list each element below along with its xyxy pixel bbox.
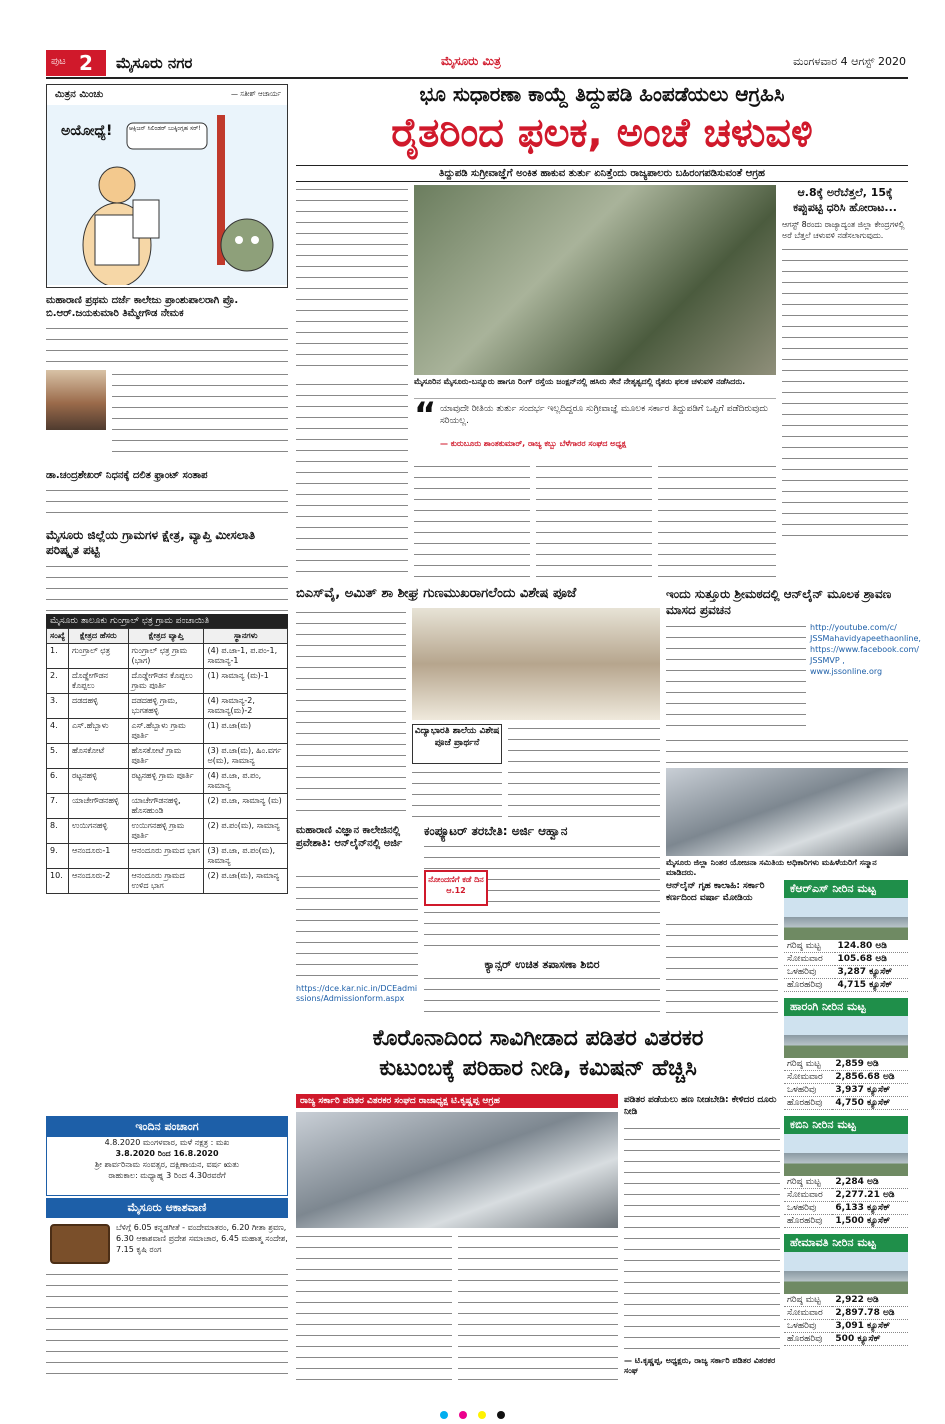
dam-metric-label: ಗರಿಷ್ಠ ಮಟ್ಟ (784, 1176, 832, 1189)
table-cell: ದಡದಹಳ್ಳಿ (69, 694, 129, 719)
side-body (782, 245, 908, 545)
online-photo-caption: ಮೈಸೂರು ಜಿಲ್ಲಾ ನಿಂತರ ಯೋಜನಾ ಸಮಿತಿಯ ಅಧಿಕಾರಿಗಳು ಮಹಿಳೆಯರಿಗೆ ಸನ್ಮಾನ ಮಾಡಿದರು. (666, 858, 877, 877)
dam-metric-value: 124.80 ಅಡಿ (835, 940, 909, 953)
dam-level-table (784, 1294, 908, 1346)
principal-story (46, 294, 288, 524)
cancer-camp-headline: ಕ್ಯಾನ್ಸರ್ ಉಚಿತ ತಪಾಸಣಾ ಶಿಬಿರ (484, 958, 600, 971)
table-cell: 9. (47, 844, 69, 869)
dam-metric-label: ಹೊರಹರಿವು (784, 1097, 832, 1110)
dam-metric-label: ಗರಿಷ್ಠ ಮಟ್ಟ (784, 1294, 832, 1307)
covid-photo (296, 1112, 618, 1228)
page-label: ಪುಟ (51, 56, 66, 67)
dam-metric-value: 2,897.78 ಅಡಿ (832, 1307, 908, 1320)
table-row (784, 966, 908, 979)
table-row (47, 869, 288, 894)
side-headline: ಆ.8ಕ್ಕೆ ಅರೆಬೆತ್ತಲೆ, 15ಕ್ಕೆ ಕಪ್ಪುಪಟ್ಟಿ ಧರಿಸಿ ಹೋರಾಟ... (793, 186, 897, 214)
table-row (784, 953, 908, 966)
computer-deadline-badge: ನೋಂದಣಿಗೆ ಕಡೆ ದಿನ ಆ.12 (424, 870, 488, 906)
covid-side-body (624, 1124, 780, 1354)
dam-metric-label: ಸೋಮವಾರ (784, 1189, 832, 1202)
main-photo-caption: ಮೈಸೂರಿನ ಮೈಸೂರು-ಬನ್ನೂರು ಹಾಗೂ ರಿಂಗ್ ರಸ್ತೆಯ ಜಂಕ್ಷನ್‌ನಲ್ಲಿ ಹಸಿರು ಸೇನೆ ನೇತೃತ್ವದಲ್ಲಿ ರೈತರು ಫಲಕ ಚಳುವಳಿ ನಡೆಸಿದರು. (414, 377, 746, 386)
table-cell: 10. (47, 869, 69, 894)
table-row (784, 1189, 908, 1202)
main-col-3 (414, 462, 530, 580)
village-headline: ಮೈಸೂರು ಜಿಲ್ಲೆಯ ಗ್ರಾಮಗಳ ಕ್ಷೇತ್ರ, ವ್ಯಾಪ್ತಿ ಮೀಸಲಾತಿ ಪರಿಷ್ಕೃತ ಪಟ್ಟಿ (46, 528, 256, 557)
online-headline: ಇಂದು ಸುತ್ತೂರು ಶ್ರೀಮಠದಲ್ಲಿ ಆನ್‌ಲೈನ್ ಮೂಲಕ ಶ್ರಾವಣ ಮಾಸದ ಪ್ರವಚನ (666, 587, 892, 617)
online-link-1[interactable]: http://youtube.com/c/ (810, 623, 897, 632)
dam-metric-value: 2,859 ಅಡಿ (832, 1058, 908, 1071)
col-area: ಕ್ಷೇತ್ರದ ವ್ಯಾಪ್ತಿ (128, 629, 204, 644)
table-cell: 8. (47, 819, 69, 844)
table-cell: 3. (47, 694, 69, 719)
table-row (784, 1202, 908, 1215)
dam-metric-label: ಒಳಹರಿವು (784, 1202, 832, 1215)
table-cell: ಯಾಚೇಗೌಡನಹಳ್ಳಿ, ಹೊಸಹುಂಡಿ (128, 794, 204, 819)
radio-title: ಮೈಸೂರು ಆಕಾಶವಾಣಿ (46, 1198, 288, 1218)
table-row (784, 979, 908, 992)
quote-mark: “ (414, 395, 437, 435)
table-cell: (2) ಪ.ಪಂ(ಮ), ಸಾಮಾನ್ಯ (204, 819, 288, 844)
computer-headline: ಕಂಪ್ಯೂಟರ್ ತರಬೇತಿ: ಅರ್ಜಿ ಆಹ್ವಾನ (424, 824, 568, 838)
bjp-photo (412, 608, 660, 720)
table-cell: ಗುಂಗ್ರಾಲ್ ಛತ್ರ (69, 644, 129, 669)
principal-headline: ಮಹಾರಾಣಿ ಪ್ರಥಮ ದರ್ಜೆ ಕಾಲೇಜು ಪ್ರಾಂಶುಪಾಲರಾಗಿ ಪ್ರೊ. ಬಿ.ಆರ್.ಜಯಕುಮಾರಿ ತಿಮ್ಮೇಗೌಡ ನೇಮಕ (46, 295, 239, 319)
table-row (784, 1215, 908, 1228)
principal-body (46, 324, 288, 370)
table-cell: (2) ಪ.ಜಾ(ಮ), ಸಾಮಾನ್ಯ (204, 869, 288, 894)
table-row (784, 1084, 908, 1097)
side-lead: ಆಗಸ್ಟ್ 8ರಂದು ರಾಜ್ಯಾದ್ಯಂತ ಜಿಲ್ಲಾ ಕೇಂದ್ರಗಳಲ್ಲಿ ಅರೆ ಬೆತ್ತಲೆ ಚಳುವಳಿ ನಡೆಸಲಾಗುವುದು. (782, 220, 905, 240)
table-cell: ಆನಂದೂರು-2 (69, 869, 129, 894)
table-cell: ದಡದಹಳ್ಳಿ ಗ್ರಾಮ, ಭುಗತಹಳ್ಳಿ (128, 694, 204, 719)
side-story (782, 185, 908, 580)
bjp-sub-box (412, 724, 502, 764)
pull-quote (414, 395, 776, 456)
online-links (810, 622, 921, 722)
bjp-sub: ವಿದ್ಯಾಭಾರತಿ ಶಾಲೆಯ ವಿಶೇಷ ಪೂಜೆ ಪ್ರಾರ್ಥನೆ (414, 726, 500, 748)
dam-box (784, 1234, 908, 1346)
covid-col-1 (296, 1232, 452, 1382)
table-cell: ಎಸ್.ಹೆಬ್ಬಾಳು (69, 719, 129, 744)
main-col-5 (658, 462, 776, 580)
online-body (666, 622, 806, 732)
dam-title: ಹಾರಂಗಿ ನೀರಿನ ಮಟ್ಟ (784, 998, 908, 1016)
dam-metric-value: 105.68 ಅಡಿ (835, 953, 909, 966)
village-intro (46, 562, 288, 612)
college-body (296, 872, 418, 982)
college-url[interactable]: https://dce.kar.nic.in/DCEadmissions/Admissionform.aspx (296, 984, 418, 1003)
dam-level-table (784, 1058, 908, 1110)
dam-title: ಕೆಆರ್‌ಎಸ್ ನೀರಿನ ಮಟ್ಟ (784, 880, 908, 898)
section-title: ಮೈಸೂರು ನಗರ (116, 54, 193, 72)
dam-title: ಹೇಮಾವತಿ ನೀರಿನ ಮಟ್ಟ (784, 1234, 908, 1252)
dam-metric-label: ಹೊರಹರಿವು (784, 1215, 832, 1228)
table-row (47, 644, 288, 669)
page-header (46, 50, 908, 76)
village-table-title: ಮೈಸೂರು ತಾಲೂಕು ಗುಂಗ್ರಾಲ್ ಛತ್ರ ಗ್ರಾಮ ಪಂಚಾಯಿತಿ (46, 614, 288, 628)
dam-box (784, 1116, 908, 1228)
bjp-col-2 (412, 768, 502, 818)
reg-dot-black (497, 1411, 505, 1419)
online-link-2[interactable]: JSSMahavidyapeethaonline, (810, 634, 921, 643)
dam-metric-value: 6,133 ಕ್ಯೂಸೆಕ್ (832, 1202, 908, 1215)
table-cell: ಹೊಸಕೋಟೆ ಗ್ರಾಮ ಪೂರ್ತಿ (128, 744, 204, 769)
table-cell: ರಟ್ಟನಹಳ್ಳಿ (69, 769, 129, 794)
table-row (784, 1176, 908, 1189)
panchanga-line1: 4.8.2020 ಮಂಗಳವಾರ, ಮಳೆ ನಕ್ಷತ್ರ : ಮಖ (104, 1138, 230, 1147)
dam-metric-value: 3,091 ಕ್ಯೂಸೆಕ್ (832, 1320, 908, 1333)
table-cell: 4. (47, 719, 69, 744)
principal-subhead: ಡಾ.ಚಂದ್ರಶೇಖರ್ ನಿಧನಕ್ಕೆ ದಲಿತ ಫ್ರಾಂಟ್ ಸಂತಾಪ (46, 470, 208, 481)
table-cell: (2) ಪ.ಜಾ, ಸಾಮಾನ್ಯ (ಮ) (204, 794, 288, 819)
table-row (47, 694, 288, 719)
dam-title: ಕಬಿನಿ ನೀರಿನ ಮಟ್ಟ (784, 1116, 908, 1134)
table-cell: ಆನಂದೂರು ಗ್ರಾಮದ ಭಾಗ (128, 844, 204, 869)
principal-photo (46, 370, 106, 430)
dam-metric-value: 2,856.68 ಅಡಿ (832, 1071, 908, 1084)
cartoon-shout: ಅಯೋಧ್ಯೆ! (61, 123, 113, 139)
principal-body-3 (46, 486, 288, 522)
main-photo (414, 185, 776, 375)
panchanga-box (46, 1116, 288, 1196)
panchanga-line3: ಶ್ರೀ ಶಾರ್ವರಿನಾಮ ಸಂವತ್ಸರ, ದಕ್ಷಿಣಾಯನ, ವರ್ಷ ಋತು (94, 1160, 240, 1169)
table-cell: ಗುಂಗ್ರಾಲ್ ಛತ್ರ ಗ್ರಾಮ (ಭಾಗ) (128, 644, 204, 669)
table-row (784, 940, 908, 953)
radio-schedule: ಬೆಳಿಗ್ಗೆ 6.05 ಕನ್ನಡಗೀತೆ - ವಂದೇಮಾತರಂ, 6.20 ಗೀತಾ ಶ್ರವಣ, 6.30 ಆಕಾಶವಾಣಿ ಪ್ರದೇಶ ಸಮಾಚಾರ, 6.45 ಮಹಾತ್ಮ ಸಂದೇಶ, 7.15 ಕೃಷಿ ರಂಗ (116, 1223, 288, 1254)
table-cell: 5. (47, 744, 69, 769)
covid-strap: ರಾಜ್ಯ ಸರ್ಕಾರಿ ಪಡಿತರ ವಿತರಕರ ಸಂಘದ ರಾಜಾಧ್ಯಕ್ಷ ಟಿ.ಕೃಷ್ಣಪ್ಪ ಆಗ್ರಹ (296, 1094, 618, 1108)
online-link-3[interactable]: https://www.facebook.com/ (810, 645, 919, 654)
dam-metric-label: ಸೋಮವಾರ (784, 953, 835, 966)
dam-metric-label: ಸೋಮವಾರ (784, 1071, 832, 1084)
dam-metric-label: ಹೊರಹರಿವು (784, 979, 835, 992)
dam-metric-value: 2,277.21 ಅಡಿ (832, 1189, 908, 1202)
table-row (784, 1307, 908, 1320)
table-cell: (4) ಸಾಮಾನ್ಯ-2, ಸಾಮಾನ್ಯ(ಮ)-2 (204, 694, 288, 719)
radio-box (46, 1198, 288, 1384)
dam-photo (784, 898, 908, 940)
table-cell: 1. (47, 644, 69, 669)
table-row (784, 1097, 908, 1110)
village-table (46, 628, 288, 894)
radio-icon (50, 1224, 110, 1264)
dam-metric-label: ಸೋಮವಾರ (784, 1307, 832, 1320)
dam-photo (784, 1252, 908, 1294)
table-cell: 7. (47, 794, 69, 819)
principal-body-2 (112, 370, 288, 462)
cancer-camp-body (424, 974, 660, 1018)
col-number: ಸಂಖ್ಯೆ (47, 629, 69, 644)
dam-metric-label: ಒಳಹರಿವು (784, 1320, 832, 1333)
table-cell: ಉಯಿಗನಹಳ್ಳಿ (69, 819, 129, 844)
table-row (784, 1058, 908, 1071)
main-headline: ರೈತರಿಂದ ಫಲಕ, ಅಂಚೆ ಚಳುವಳಿ (391, 110, 813, 156)
bjp-headline: ಬಿಎಸ್‌ವೈ, ಅಮಿತ್ ಶಾ ಶೀಘ್ರ ಗುಣಮುಖರಾಗಲೆಂದು ವಿಶೇಷ ಪೂಜೆ (296, 586, 577, 601)
village-story (46, 528, 288, 890)
main-col-1 (296, 185, 408, 375)
table-cell: (1) ಪ.ಜಾ(ಮ) (204, 719, 288, 744)
college-headline: ಮಹಾರಾಣಿ ವಿಜ್ಞಾನ ಕಾಲೇಜಿನಲ್ಲಿ ಪ್ರವೇಶಾತಿ: ಆನ್‌ಲೈನ್‌ನಲ್ಲಿ ಅರ್ಜಿ (296, 825, 403, 849)
dam-metric-label: ಹೊರಹರಿವು (784, 1333, 832, 1346)
table-cell: ಆನಂದೂರು-1 (69, 844, 129, 869)
cartoon-box (46, 84, 288, 288)
table-row (47, 769, 288, 794)
table-row (47, 819, 288, 844)
exam-headline: ಆನ್‌ಲೈನ್ ಗೃಹ ಕಾಲಾಹಿ: ಸರ್ಕಾರಿ ಕರ್ಣದಿಂದ ವರ್ಷಾ ಮೋಡಿಯ (666, 881, 765, 903)
pull-quote-text: ಯಾವುದೇ ರೀತಿಯ ತುರ್ತು ಸಂದರ್ಭ ಇಲ್ಲದಿದ್ದರೂ ಸುಗ್ರೀವಾಜ್ಞೆ ಮೂಲಕ ಸರ್ಕಾರ ತಿದ್ದುಪಡಿಗೆ ಒಪ್ಪಿಗೆ ಪಡೆದಿರುವುದು ಸರಿಯಲ್ಲ. (440, 404, 769, 426)
table-row (47, 794, 288, 819)
issue-date: ಮಂಗಳವಾರ 4 ಆಗಸ್ಟ್ 2020 (793, 55, 906, 68)
page-number-badge (46, 50, 106, 76)
panchanga-line4: ರಾಹುಕಾಲ: ಮಧ್ಯಾಹ್ನ 3 ರಿಂದ 4.30ರವರೆಗೆ (108, 1171, 226, 1180)
table-row (47, 744, 288, 769)
table-cell: ಹೊಸಕೋಟೆ (69, 744, 129, 769)
table-row (784, 1071, 908, 1084)
table-cell: ಎಸ್.ಹೆಬ್ಬಾಳು ಗ್ರಾಮ ಪೂರ್ತಿ (128, 719, 204, 744)
main-col-2 (296, 380, 408, 580)
page-number: 2 (79, 51, 93, 75)
masthead-logo: ಮೈಸೂರು ಮಿತ್ರ (441, 54, 501, 68)
table-cell: 6. (47, 769, 69, 794)
table-row (784, 1320, 908, 1333)
dam-photo (784, 1134, 908, 1176)
online-body-2 (666, 736, 908, 764)
panchanga-line2: 3.8.2020 ರಿಂದ 16.8.2020 (115, 1149, 219, 1158)
main-kicker: ಭೂ ಸುಧಾರಣಾ ಕಾಯ್ದೆ ತಿದ್ದುಪಡಿ ಹಿಂಪಡೆಯಲು ಆಗ್ರಹಿಸಿ (419, 82, 785, 106)
dam-level-table (784, 1176, 908, 1228)
table-cell: (4) ಪ.ಜಾ-1, ಪ.ಪಂ-1, ಸಾಮಾನ್ಯ-1 (204, 644, 288, 669)
online-photo (666, 768, 908, 856)
dam-metric-value: 500 ಕ್ಯೂಸೆಕ್ (832, 1333, 908, 1346)
table-cell: 2. (47, 669, 69, 694)
table-cell: ಯಾಚೇಗೌಡನಹಳ್ಳಿ (69, 794, 129, 819)
dam-column (784, 880, 908, 1384)
table-cell: (3) ಪ.ಜಾ(ಮ), ಹಿಂ.ವರ್ಗ ಅ(ಮ), ಸಾಮಾನ್ಯ (204, 744, 288, 769)
header-rule (46, 77, 908, 79)
dam-level-table (784, 940, 908, 992)
reg-dot-cyan (440, 1411, 448, 1419)
table-cell: ದೊಡ್ಡೇಗೌಡನ ಕೊಪ್ಪಲು (69, 669, 129, 694)
dam-box (784, 998, 908, 1110)
reg-dot-yellow (478, 1411, 486, 1419)
table-row (47, 669, 288, 694)
bjp-col-1 (296, 608, 406, 818)
table-row (784, 1333, 908, 1346)
dam-box (784, 880, 908, 992)
covid-headline-2: ಕುಟುಂಬಕ್ಕೆ ಪರಿಹಾರ ನೀಡಿ, ಕಮಿಷನ್ ಹೆಚ್ಚಿಸಿ (379, 1056, 697, 1081)
dam-metric-value: 3,287 ಕ್ಯೂಸೆಕ್ (835, 966, 909, 979)
table-cell: ಉಯಿಗನಹಳ್ಳಿ ಗ್ರಾಮ ಪೂರ್ತಿ (128, 819, 204, 844)
dam-metric-value: 1,500 ಕ್ಯೂಸೆಕ್ (832, 1215, 908, 1228)
covid-side-head: ಪಡಿತರ ಪಡೆಯಲು ಹಣ ನೀಡಬೇಡಿ: ಕೇಳಿದರ ದೂರು ನೀಡಿ (624, 1095, 777, 1117)
table-row (784, 1294, 908, 1307)
dam-metric-label: ಒಳಹರಿವು (784, 1084, 832, 1097)
table-row (47, 719, 288, 744)
table-cell: (1) ಸಾಮಾನ್ಯ (ಮ)-1 (204, 669, 288, 694)
col-seats: ಸ್ಥಾನಗಳು (204, 629, 288, 644)
main-col-4 (536, 462, 652, 580)
table-row (47, 844, 288, 869)
col-name: ಕ್ಷೇತ್ರದ ಹೆಸರು (69, 629, 129, 644)
covid-headline-1: ಕೊರೊನಾದಿಂದ ಸಾವಿಗೀಡಾದ ಪಡಿತರ ವಿತರಕರ (372, 1026, 704, 1051)
cartoon-title: ಮಿತ್ರನ ಮಿಂಚು (55, 89, 104, 100)
dam-metric-label: ಗರಿಷ್ಠ ಮಟ್ಟ (784, 940, 835, 953)
radio-body (46, 1270, 288, 1380)
reg-dot-magenta (459, 1411, 467, 1419)
pull-quote-author: — ಕುರುಬೂರು ಶಾಂತಕುಮಾರ್, ರಾಜ್ಯ ಕಬ್ಬು ಬೆಳೆಗಾರರ ಸಂಘದ ಅಧ್ಯಕ್ಷ (440, 439, 627, 448)
cartoon-bubble: ಆಕ್ಸಿಜನ್ ಸಿಲಿಂಡರ್ ಬುಕ್ಕಿಂಗ್ಸಹ ಸರ್! (129, 125, 201, 132)
dam-metric-label: ಒಳಹರಿವು (784, 966, 835, 979)
covid-signature: — ಟಿ.ಕೃಷ್ಣಪ್ಪ, ಅಧ್ಯಕ್ಷರು, ರಾಜ್ಯ ಸರ್ಕಾರಿ ಪಡಿತರ ವಿತರಕರ ಸಂಘ (624, 1356, 776, 1375)
dam-metric-value: 2,922 ಅಡಿ (832, 1294, 908, 1307)
exam-body (666, 920, 778, 1020)
cartoon-artist: — ಸತೀಶ್ ಆಚಾರ್ಯ (231, 90, 281, 98)
table-cell: ರಟ್ಟನಹಳ್ಳಿ ಗ್ರಾಮ ಪೂರ್ತಿ (128, 769, 204, 794)
table-cell: (3) ಪ.ಜಾ, ಪ.ಪಂ(ಮ), ಸಾಮಾನ್ಯ (204, 844, 288, 869)
panchanga-title: ಇಂದಿನ ಪಂಚಾಂಗ (47, 1117, 287, 1137)
main-subhead: ತಿದ್ದುಪಡಿ ಸುಗ್ರೀವಾಜ್ಞೆಗೆ ಅಂಕಿತ ಹಾಕುವ ತುರ್ತು ಏನಿತ್ತೆಂದು ರಾಜ್ಯಪಾಲರು ಬಹಿರಂಗಪಡಿಸುವಂತೆ ಆಗ್ರಹ (296, 165, 908, 182)
bjp-col-3 (508, 724, 660, 818)
table-cell: (4) ಪ.ಜಾ, ಪ.ಪಂ, ಸಾಮಾನ್ಯ (204, 769, 288, 794)
table-cell: ಆನಂದೂರು ಗ್ರಾಮದ ಉಳಿದ ಭಾಗ (128, 869, 204, 894)
dam-metric-value: 4,750 ಕ್ಯೂಸೆಕ್ (832, 1097, 908, 1110)
dam-photo (784, 1016, 908, 1058)
dam-metric-value: 3,937 ಕ್ಯೂಸೆಕ್ (832, 1084, 908, 1097)
table-cell: ದೊಡ್ಡೇಗೌಡನ ಕೊಪ್ಪಲು ಗ್ರಾಮ ಪೂರ್ತಿ (128, 669, 204, 694)
footer-registration (0, 1404, 945, 1418)
online-link-4[interactable]: JSSMVP , www.jssonline.org (810, 656, 883, 676)
dam-metric-value: 4,715 ಕ್ಯೂಸೆಕ್ (835, 979, 909, 992)
covid-col-2 (458, 1232, 618, 1382)
dam-metric-value: 2,284 ಅಡಿ (832, 1176, 908, 1189)
dam-metric-label: ಗರಿಷ್ಠ ಮಟ್ಟ (784, 1058, 832, 1071)
